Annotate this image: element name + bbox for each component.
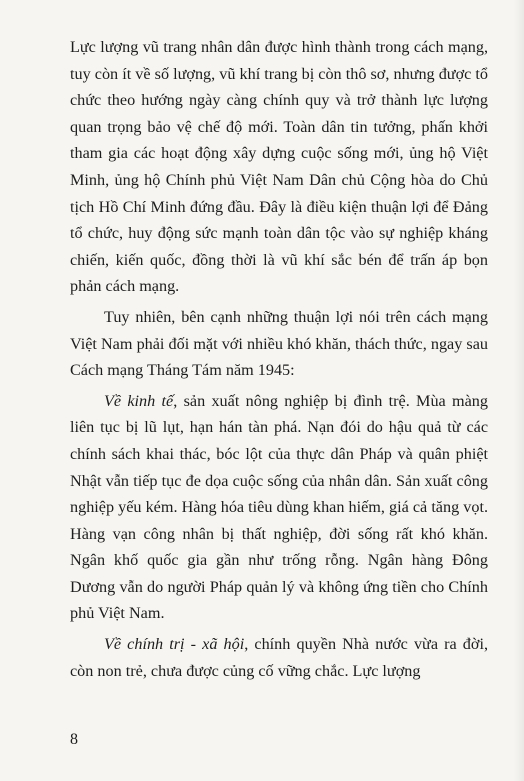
paragraph-politics-society	[70, 631, 488, 684]
paragraph-text: , sản xuất nông nghiệp bị đình trệ. Mùa màng liên tục bị lũ lụt, hạn hán tàn phá. Nạn đói do hậu quả từ các chính sách khai thác, bóc lột của thực dân Pháp và quân phiệt Nhật vẫn tiếp tục đe dọa cuộc sống của nhân dân. Sản xuất công nghiệp yếu kém. Hàng hóa tiêu dùng khan hiếm, giá cả tăng vọt. Hàng vạn công nhân bị thất nghiệp, đời sống rất khó khăn. Ngân khố quốc gia gần như trống rỗng. Ngân hàng Đông Dương vẫn do người Pháp quản lý và không ứng tiền cho Chính phủ Việt Nam.	[70, 391, 488, 623]
paragraph-difficulties-intro	[70, 304, 488, 384]
paragraph-text: Lực lượng vũ trang nhân dân được hình thành trong cách mạng, tuy còn ít về số lượng, vũ khí trang bị còn thô sơ, nhưng được tổ chức theo hướng ngày càng chính quy và trở thành lực lượng quan trọng bảo vệ chế độ mới. Toàn dân tin tưởng, phấn khởi tham gia các hoạt động xây dựng cuộc sống mới, ủng hộ Việt Minh, ủng hộ Chính phủ Việt Nam Dân chủ Cộng hòa do Chủ tịch Hồ Chí Minh đứng đầu. Đây là điều kiện thuận lợi để Đảng tổ chức, huy động sức mạnh toàn dân tộc vào sự nghiệp kháng chiến, kiến quốc, đồng thời là vũ khí sắc bén để trấn áp bọn phản cách mạng.	[70, 38, 488, 296]
paragraph-lead-italic: Về kinh tế	[104, 391, 174, 410]
page-body	[70, 34, 488, 684]
page-number: 8	[70, 731, 78, 748]
paragraph-lead-italic: Về chính trị - xã hội	[104, 635, 245, 654]
paragraph-economy	[70, 388, 488, 627]
page-edge-shadow	[514, 0, 524, 781]
paragraph-armed-forces	[70, 34, 488, 300]
paragraph-text: Tuy nhiên, bên cạnh những thuận lợi nói trên cách mạng Việt Nam phải đối mặt với nhiều khó khăn, thách thức, ngay sau Cách mạng Tháng Tám năm 1945:	[70, 307, 488, 380]
paragraph-text: , chính quyền Nhà nước vừa ra đời, còn non trẻ, chưa được củng cố vững chắc. Lực lượng	[70, 635, 489, 680]
